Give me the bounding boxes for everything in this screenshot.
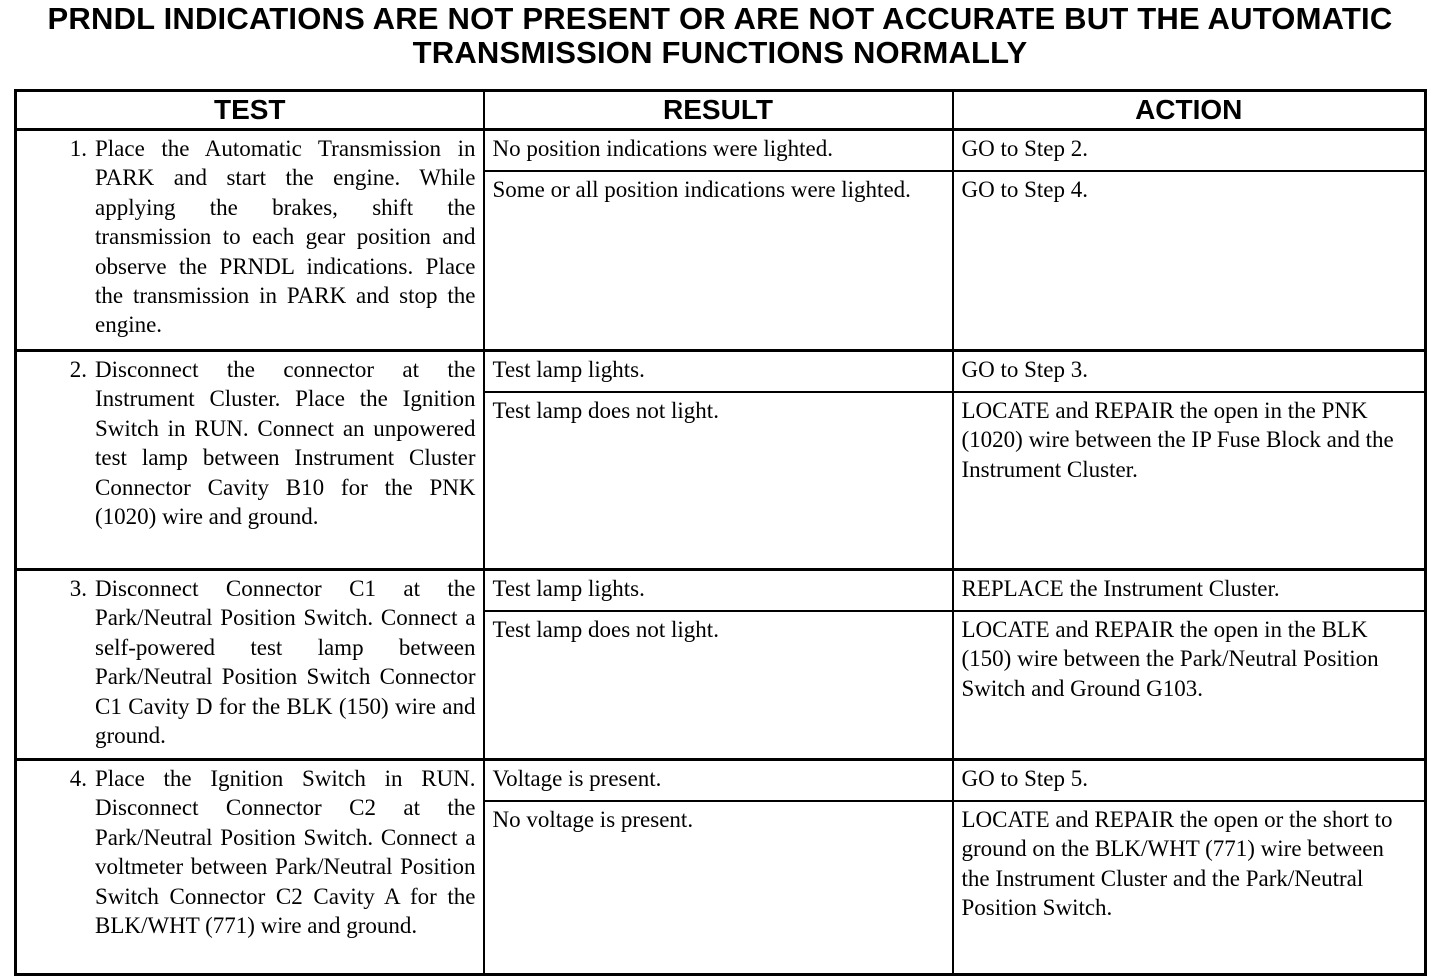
action-cell: GO to Step 5. <box>953 760 1426 802</box>
test-instructions: Place the Ignition Switch in RUN. Disconnect Connector C2 at the Park/Neutral Position Switch. Connect a voltmeter between Park/Neutral Position Switch Connector C2 Cavity A for the BLK/WHT (771) wire and ground. <box>95 766 476 939</box>
step-number: 2. <box>69 357 87 382</box>
header-result: RESULT <box>484 91 953 130</box>
diagnostic-table <box>14 89 1427 976</box>
action-cell: GO to Step 2. <box>953 130 1426 172</box>
header-row <box>16 91 1426 130</box>
action-cell: REPLACE the Instrument Cluster. <box>953 570 1426 612</box>
action-cell: LOCATE and REPAIR the open in the BLK (150) wire between the Park/Neutral Position Switch and Ground G103. <box>953 611 1426 760</box>
step-number: 3. <box>69 576 87 601</box>
step-number: 1. <box>69 136 87 161</box>
table-row <box>16 570 1426 612</box>
test-instructions: Disconnect Connector C1 at the Park/Neutral Position Switch. Connect a self-powered test lamp between Park/Neutral Position Switch Connector C1 Cavity D for the BLK (150) wire and ground. <box>95 576 476 749</box>
table-row <box>16 351 1426 393</box>
result-cell: Test lamp does not light. <box>484 611 953 760</box>
action-cell: GO to Step 3. <box>953 351 1426 393</box>
test-instructions: Place the Automatic Transmission in PARK and start the engine. While applying the brakes, shift the transmission to each gear position and observe the PRNDL indications. Place the transmission in PARK and stop the engine. <box>95 136 476 338</box>
result-cell: No voltage is present. <box>484 801 953 975</box>
result-cell: Test lamp does not light. <box>484 392 953 570</box>
action-cell: LOCATE and REPAIR the open in the PNK (1020) wire between the IP Fuse Block and the Instrument Cluster. <box>953 392 1426 570</box>
result-cell: No position indications were lighted. <box>484 130 953 172</box>
page-title <box>0 2 1440 70</box>
action-cell: LOCATE and REPAIR the open or the short to ground on the BLK/WHT (771) wire between the Instrument Cluster and the Park/Neutral Position Switch. <box>953 801 1426 975</box>
title-line-1: PRNDL INDICATIONS ARE NOT PRESENT OR ARE NOT ACCURATE BUT THE AUTOMATIC <box>47 1 1393 36</box>
table-row <box>16 130 1426 172</box>
test-cell-step-2 <box>16 351 484 570</box>
test-cell-step-3 <box>16 570 484 760</box>
result-cell: Test lamp lights. <box>484 570 953 612</box>
test-cell-step-1 <box>16 130 484 351</box>
result-cell: Test lamp lights. <box>484 351 953 393</box>
header-test: TEST <box>16 91 484 130</box>
result-cell: Some or all position indications were lighted. <box>484 171 953 351</box>
test-instructions: Disconnect the connector at the Instrument Cluster. Place the Ignition Switch in RUN. Connect an unpowered test lamp between Instrument Cluster Connector Cavity B10 for the PNK (1020) wire and ground. <box>95 357 476 530</box>
header-action: ACTION <box>953 91 1426 130</box>
title-line-2: TRANSMISSION FUNCTIONS NORMALLY <box>412 35 1028 70</box>
test-cell-step-4 <box>16 760 484 975</box>
table-row <box>16 760 1426 802</box>
action-cell: GO to Step 4. <box>953 171 1426 351</box>
result-cell: Voltage is present. <box>484 760 953 802</box>
step-number: 4. <box>69 766 87 791</box>
